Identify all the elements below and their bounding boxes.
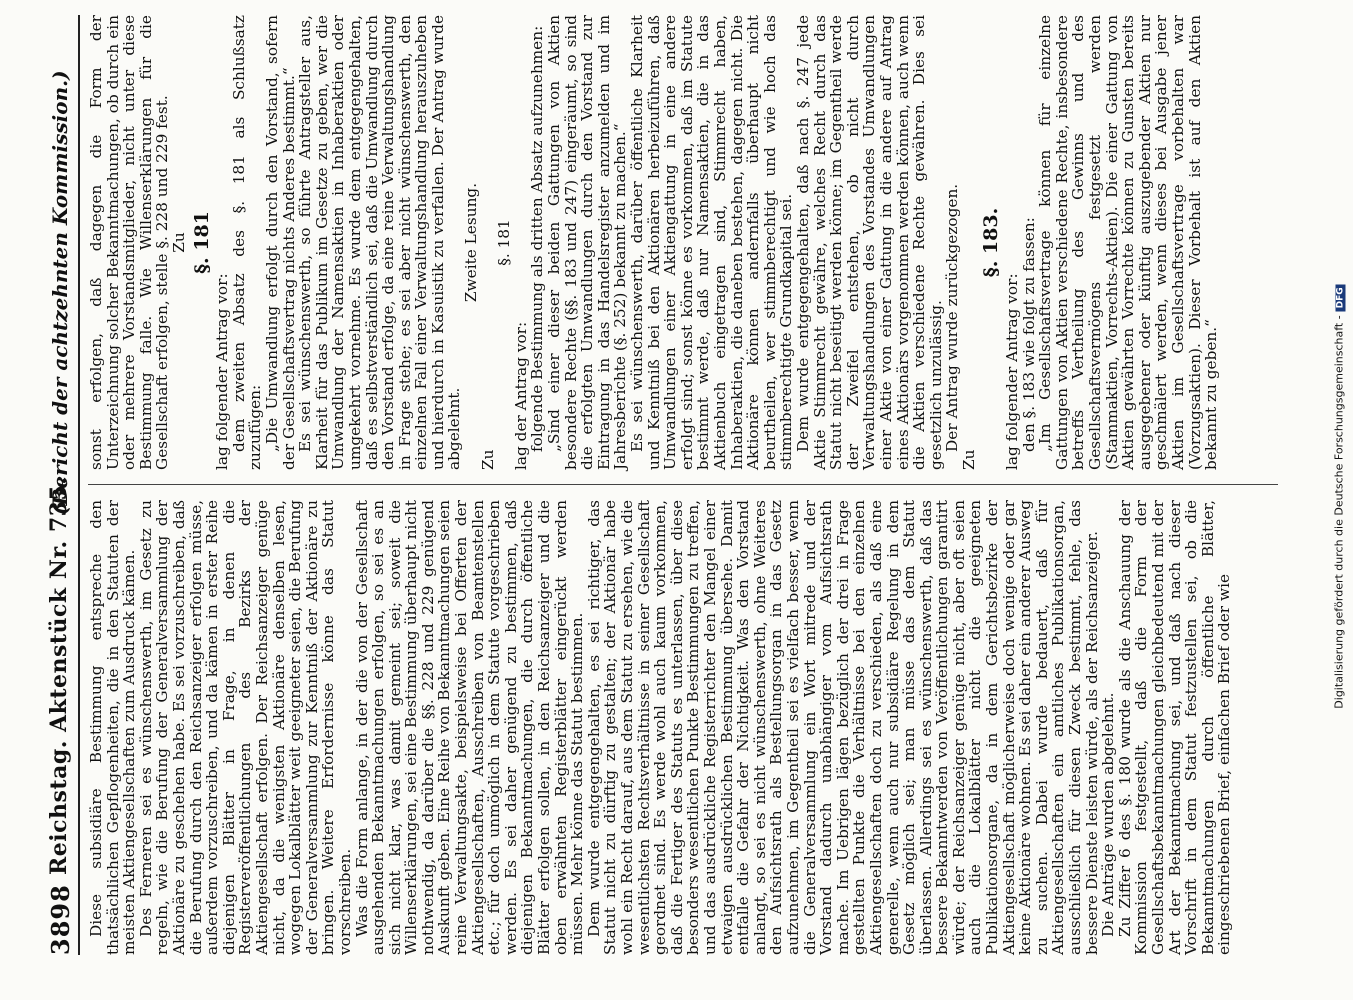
motion-text: dem zweiten Absatz des §. 181 als Schlußsatz zuzufügen: [229,15,265,470]
paragraph: Die Anträge wurden abgelehnt. [1099,692,1118,937]
paragraph: Diese subsidiäre Bestimmung entspreche den thatsächlichen Gepflogenheiten, die in den Statuten der meisten Aktiengesellschaften zum Ausdruck kämen. [87,500,139,955]
motion-text: den §. 183 wie folgt zu fassen: [1019,217,1038,452]
digitization-footer [1329,10,1351,990]
paragraph: sonst erfolgen, daß dagegen die Form der Unterzeichnung solcher Bekanntmachungen, ob durch ein oder mehrere Vorstandsmitglieder, nicht unter diese Bestimmung falle. Wie Willenserklärungen für die Gesellschaft erfolgen, stelle §. 228 und 229 fest. [87,15,172,470]
motion-quote: „Sind einer dieser beiden Gattungen von Aktien besondere Rechte (§§. 183 und 247) eingeräumt, so sind die erfolgten Umwandlungen durch den Vorstand zur Eintragung in das Handelsregister anzumelden und im Jahresberichte (§. 252) bekannt zu machen.“ [545,15,630,470]
section-heading: §. 183. [980,207,1003,278]
running-subtitle: (Bericht der achtzehnten Kommission.) [48,70,72,515]
section-label: §. 181 [495,219,514,266]
motion-lead: lag der Antrag vor: [511,321,530,470]
motion-quote: „Im Gesellschaftsvertrage können für einzelne Gattungen von Aktien verschiedene Rechte, insbesondere betreffs Vertheilung des Gewinns und des Gesellschaftsvermögens festgesetzt werden (Stammaktien, Vorrechts-Aktien). Die einer Gattung von Aktien gewährten Vorrechte können zu Gunsten bereits ausgegebener oder künftig auszugebender Aktien nur geschmälert werden, wenn dieses bei Ausgabe jener Aktien im Gesellschaftsvertrage vorbehalten war (Vorzugsaktien). Dieser Vorbehalt ist auf den Aktien bekannt zu geben.“ [1036,15,1221,470]
paragraph: Es sei wünschenswerth, darüber öffentliche Klarheit und Kenntniß bei den Aktionären herbeizuführen, daß Umwandlungen einer Aktiengattung in eine andere erfolgt sind; sonst könne es vorkommen, daß im Statute bestimmt werde, daß nur Namensaktien, die in das Aktienbuch eingetragen sind, Stimmrecht haben, Inhaberaktien, die daneben bestehen, dagegen nicht. Die Aktionäre können andernfalls überhaupt nicht beurtheilen, wer stimmberechtigt und wie hoch das stimmberechtigte Grundkapital sei. [628,15,796,470]
zu-label: Zu [169,232,188,253]
zu-label: Zu [959,449,978,470]
footer-credit [1333,17,1346,977]
paragraph: Der Antrag wurde zurückgezogen. [943,183,962,452]
reading-heading: Zweite Lesung. [462,182,481,303]
paragraph: Zu Ziffer 6 des §. 180 wurde als die Anschauung der Kommission festgestellt, daß die Form der Gesellschaftsbekanntmachungen gleichbedeutend mit der Art der Bekanntmachung sei, und daß nach dieser Vorschrift in dem Statut festzustellen sei, ob die Bekanntmachungen durch öffentliche Blätter, eingeschriebenen Brief, einfachen Brief oder wie [1115,500,1234,955]
paragraph: Dem wurde entgegengehalten, es sei richtiger, das Statut nicht zu dürftig zu gestalten; der Aktionär habe wohl ein Recht darauf, aus dem Statut zu ersehen, wie die wesentlichsten Rechtsverhältnisse in seiner Gesellschaft geordnet sind. Es werde wohl auch kaum vorkommen, daß die Fertiger des Statuts es unterlassen, über diese besonders wesentlichen Punkte Bestimmungen zu treffen, und das ausdrückliche Registerrichter den Mangel einer etwaigen ausdrücklichen Bestimmung übersehe. Damit entfalle die Gefahr der Nichtigkeit. Was den Vorstand anlangt, so sei es nicht wünschenswerth, ohne Weiteres den Aufsichtsrath als Bestellungsorgan in das Gesetz aufzunehmen, im Gegentheil sei es vielfach besser, wenn die Generalversammlung ein Wort mitrede und der Vorstand dadurch unabhängiger vom Aufsichtsrath mache. Im Uebrigen lägen bezüglich der drei in Frage gestellten Punkte die Verhältnisse bei den einzelnen Aktiengesellschaften doch zu verschieden, als daß eine generelle, wenn auch nur subsidiäre Regelung in dem Gesetz möglich sei; man müsse das dem Statut überlassen. Allerdings sei es wünschenswerth, daß das bessere Bekanntwerden von Veröffentlichungen garantirt würde; der Reichsanzeiger genüge nicht, aber oft seien auch die Lokalblätter nicht die geeigneten Publikationsorgane, da in dem Gerichtsbezirke der Aktiengesellschaft möglicherweise doch wenige oder gar keine Aktionäre wohnen. Es sei daher ein anderer Ausweg zu suchen. Dabei wurde bedauert, daß für Aktiengesellschaften ein amtliches Publikationsorgan, ausschließlich für diesen Zweck bestimmt, fehle, das bessere Dienste leisten würde, als der Reichsanzeiger. [584,500,1101,955]
right-column [88,15,1220,470]
motion-quote: „Die Umwandlung erfolgt durch den Vorstand, sofern der Gesellschaftsvertrag nichts Anderes bestimmt.“ [262,15,298,470]
paragraph: Was die Form anlange, in der die von der Gesellschaft ausgehenden Bekanntmachungen erfolgen, so sei es an sich nicht klar, was damit gemeint sei; soweit die Willenserklärungen, sei eine Bestimmung überhaupt nicht nothwendig, da darüber die §§. 228 und 229 genügend Auskunft geben. Eine Reihe von Bekanntmachungen seien reine Verwaltungsakte, beispielsweise bei Offerten der Aktiengesellschaften, Ausschreiben von Beamtenstellen etc.; für doch unmöglich in dem Statute vorgeschrieben werden. Es sei daher genügend zu bestimmen, daß diejenigen Bekanntmachungen, die durch öffentliche Blätter erfolgen sollen, in den Reichsanzeiger und die oben erwähnten Registerblätter eingerückt werden müssen. Mehr könne das Statut bestimmen. [352,500,587,955]
page-header [40,15,80,955]
column-divider [88,484,1278,485]
paragraph: Es sei wünschenswerth, so führte Antragsteller aus, Klarheit für das Publikum im Gesetze zu geben, wer die Umwandlung der Namensaktien in Inhaberaktien oder umgekehrt vornehme. Es wurde dem entgegengehalten, daß es selbstverständlich sei, daß die Umwandlung durch den Vorstand erfolge, da eine reine Verwaltungshandlung in Frage stehe; es sei aber nicht wünschenswerth, den einzelnen Fall einer Verwaltungshandlung herauszuheben und hierdurch in Kasuistik zu verfallen. Der Antrag wurde abgelehnt. [296,15,464,470]
dfg-logo: DFG [1336,284,1346,311]
running-title: Reichstag. Aktenstück Nr. 735. [46,476,72,875]
section-heading: §. 181 [190,211,213,274]
paragraph: Dem wurde entgegengehalten, daß nach §. 247 jede Aktie Stimmrecht gewähre, welches Recht durch das Statut nicht beseitigt werden könne; im Gegentheil werde der Zweifel entstehen, ob nicht durch Verwaltungshandlungen des Vorstandes Umwandlungen einer Aktie von einer Gattung in die andere auf Antrag eines Aktionärs vorgenommen werden können, auch wenn die Aktien verschiedene Rechte gewähren. Dies sei gesetzlich unzulässig. [793,15,945,470]
motion-lead: lag folgender Antrag vor: [213,273,232,470]
motion-lead: lag folgender Antrag vor: [1003,273,1022,470]
rotated-content [40,15,1285,955]
credit-text: Digitalisierung gefördert durch die Deutsche Forschungsgemeinschaft - [1332,315,1346,709]
page-number: 3898 [46,884,75,955]
header-rule [78,15,80,955]
motion-text: folgende Bestimmung als dritten Absatz aufzunehmen: [528,25,547,452]
left-column [88,500,1233,955]
zu-label: Zu [478,449,497,470]
paragraph: Des Ferneren sei es wünschenswerth, im Gesetz zu regeln, wie die Berufung der Generalversammlung der Aktionäre zu geschehen habe. Es sei vorzuschreiben, daß die Berufung durch den Reichsanzeiger erfolgen müsse, außerdem vorzuschreiben, und da kämen in erster Reihe diejenigen Blätter in Frage, in denen die Registerveröffentlichungen des Bezirks der Aktiengesellschaft erfolgen. Der Reichsanzeiger genüge nicht, da die wenigsten Aktionäre denselben lesen, wogegen Lokalblätter weit geeigneter seien, die Berufung der Generalversammlung zur Kenntniß der Aktionäre zu bringen. Weitere Erfordernisse könne das Statut vorschreiben. [136,500,354,955]
